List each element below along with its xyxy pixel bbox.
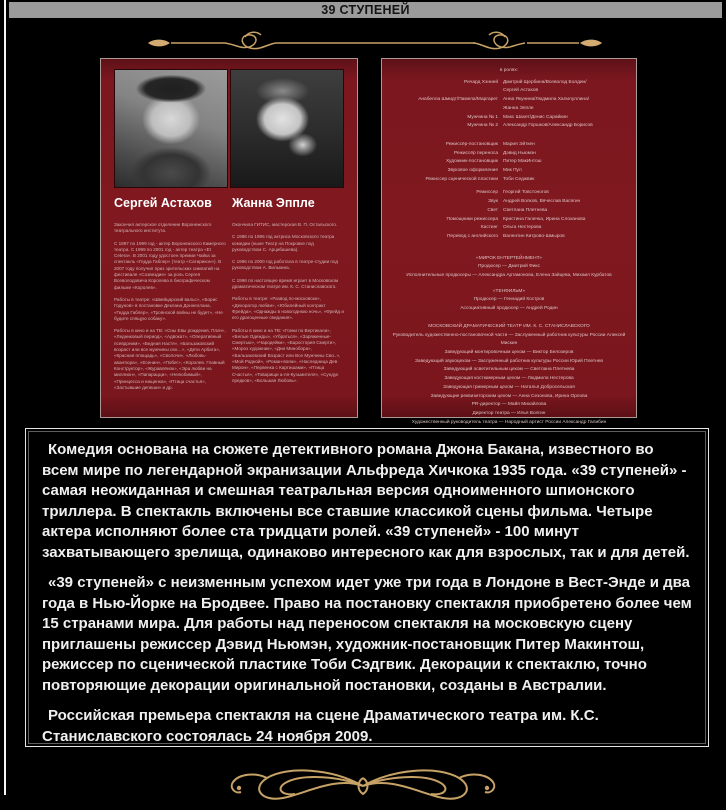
producer-company-block: «ТЕНФИЛЬМ» Продюсер — Геннадий Костров Ассоциативный продюсер — Андрей Родин (390, 288, 628, 314)
actor-name: Жанна Эппле (232, 196, 315, 210)
cast-row (390, 122, 628, 131)
cast-performers: Анна Якунина/Людмила Халилуллина/ Жанна Эппле (503, 97, 590, 111)
bio-paragraph: С 1986 по 1996 год актриса Московского театра комедии (ныне Театр на Покровке под руководством С. Арцибашева). (232, 234, 335, 252)
cast-header: в ролях: (499, 68, 519, 73)
bio-paragraph: Работы в кино и на ТВ: «Гонки по Вертикали», «Белые Одежды», «Убраться», «Заряженные-Смертью», «Чародейки», «Баростория Смерти», «Мороз художник», «Дни Минобора», «Бальзаковский Возраст или Все Мужчины Сво..», «Мой Родной», «Роман-вояж», «Наследница Дев Мирон», «Первенка с Картишами», «Птица Счастья», «Товарищи а-ля-Кузьмителя», «Сундук предков», «Большая Любовь». (232, 327, 341, 383)
flourish-ornament-icon (203, 764, 523, 810)
team-row: Режиссёр-постановщик Мария Эйткен (445, 141, 535, 147)
cast-role: Мужчина № 1 (467, 114, 498, 120)
bio-paragraph: Работы в кино и на ТВ: «Сны Евы рождения, Плач», «Ледниковый период», «Адвокат», «Оперативный псевдоним», «Бедная Настя», «Бальзаковский возраст или все мужчины сво…», «Дети Арбата», «Красная площадь», «Сволочи», «Любовь-авантюра», «Есенин», «Побег», «Королев. Главный Конструктор», «Журавлёнок», «Эра любви на миллион», «Папарацци», «Нелюбимый», «Принцесса и нищенка», «Птица счастья», «Застывшие депеши» и др. (114, 328, 226, 390)
bio-paragraph: Работы в театре: «Развод по-московски», «Декоратор любви», «Юбилейный контракт Фрейда», «Однажды в новогоднюю ночь», «Фрейд и его драгоценные свидания». (232, 296, 344, 321)
cast-performers: Александр Горшков/Александр Борисов (503, 123, 593, 129)
description-inner (28, 431, 706, 744)
team-row: Звуковое оформление Мик Пул (447, 168, 522, 174)
team-row: Художник-постановщик Питер МакИнтош (445, 159, 542, 165)
description-box (25, 428, 709, 747)
producer-company-block: «МИРОК ЕНТЕРТЕЙНМЕНТ» Продюсер — Дмитрий Фикс Исполнительные продюсеры — Александра Артамонова, Елена Зайцева, Михаил Курбатов (390, 255, 628, 281)
cast-row (390, 96, 628, 113)
description-paragraph: Комедия основана на сюжете детективного романа Джона Бакана, известного во всем мире по легендарной экранизации Альфреда Хичкока 1935 года. «39 ступеней» - самая неожиданная и смешная театральная версия одноименного шпионского триллера. В спектакль включены все ставшие классикой сцены фильма. Четыре актера исполняют более ста тридцати ролей. «39 ступеней» - 100 минут захватывающего зрелища, одинаково интересного как для взрослых, так и для детей. (42, 441, 690, 561)
cast-role: Мужчина № 2 (467, 123, 498, 129)
theatre-title: МОСКОВСКИЙ ДРАМАТИЧЕСКИЙ ТЕАТР ИМ. К. С. СТАНИСЛАВСКОГО (428, 323, 590, 329)
left-border-line (4, 0, 6, 795)
team-row: Звук Андрей Волков, Вячеслав Васягин (488, 199, 581, 205)
cast-row (390, 79, 628, 96)
team-row: Режиссер сценической пластики Тоби Седжвик (425, 176, 535, 182)
cast-performers: Дмитрий Щербина/Всеволод Болдин/ Сергей Астахов (503, 79, 587, 94)
cast-role: Анабелла Шмидт/Памела/Маргарет (418, 97, 498, 103)
actor-bio-astakhov (114, 222, 226, 397)
company-title: «МИРОК ЕНТЕРТЕЙНМЕНТ» (476, 255, 542, 261)
bio-paragraph: Работы в театре: «Швейцарский вальс», «Борис Годунов» в постановке Деклана Доннеллана, «Гедда Габлер», «Троянской войны не будет», «Не будите спящую собаку». (114, 296, 223, 321)
bio-paragraph: С 1996 по 2000 год работала в театре-студии под руководством А. Вилькина. (232, 259, 339, 271)
cast-role: Ричард Хэнней (463, 79, 498, 85)
actor-photo-sergey-astakhov (114, 69, 228, 188)
page-title-bar (9, 2, 722, 18)
bio-paragraph: Закончил актерское отделение Воронежского театрального института. (114, 222, 212, 234)
team-row: Кастинг Ольга Нестерова (480, 225, 542, 231)
bio-paragraph: С 1996 по настоящее время играет в Московском драматическом театре им. К. С. Станиславского. (232, 277, 339, 290)
description-paragraph: Российская премьера спектакля на сцене Драматического театра им. К.С. Станиславского состоялась 24 ноября 2009. (42, 707, 599, 744)
team-row: Перевод с английского Валентин Китрово-Шмыров (446, 233, 565, 239)
bio-paragraph: Окончила ГИТИС, мастерская В. П. Остальского. (232, 222, 338, 227)
program-page-actors (100, 58, 358, 418)
company-title: «ТЕНФИЛЬМ» (492, 288, 526, 294)
actor-bio-epple (232, 222, 344, 397)
team-row: Режиссер Георгий Товстоногов (476, 190, 549, 196)
flourish-divider-icon (145, 30, 605, 56)
description-paragraph: «39 ступеней» с неизменным успехом идет уже три года в Лондоне в Вест-Энде и два года в Нью-Йорке на Бродвее. Право на постановку спектакля приобретено более чем 15 странами мира. Для работы над переносом спектакля на московскую сцену приглашены режиссер Дэвид Ньюмэн, художник-постановщик Питер Макинтош, режиссер по сценической пластике Тоби Сэдгвик. Декорации к спектаклю, точно повторяющие декорации оригинальной постановки, созданы в Австралии. (42, 574, 692, 694)
team-row: Свет Светлана Плетнева (487, 207, 548, 213)
theatre-staff-block: МОСКОВСКИЙ ДРАМАТИЧЕСКИЙ ТЕАТР ИМ. К. С. СТАНИСЛАВСКОГО Руководитель художественно-постановочной части — Заслуженный работник культуры России Алексей Мискин Заведующий монтировочным цехом — Виктор Белозеров Заведующий звукоцехом — Заслуженный работник культуры России Юрий Плетнев Заведующий осветительным цехом — Светлана Плетнева Заведующая костюмерным цехом — Людмила Нестерова Заведующая гримерным цехом — Наталья Добросельская Заведующие реквизиторским цехом — Анна Сезонова, Ирина Орлова PR-директор — Майя Михайлова Директор театра — Илья Волгин Художественный руководитель театра — Народный артист России Александр Галибин (390, 323, 628, 427)
bio-paragraph: С 1997 по 1999 год - актер Воронежского Камерного театра. С 1999 по 2001 год - актер театра «Et Cetera». В 2001 году удостоен премии Чайка за спектакль «Гедда Габлер» (театр «Сатирикон»). В 2007 году получил приз зрительских симпатий на фестивале «Созвездие» за роль Сергея Всеволодовича Королева в биографическом фильме «Королев». (114, 240, 226, 290)
program-page-credits (381, 58, 637, 425)
actor-photo-zhanna-epple (230, 69, 344, 188)
cast-row (390, 114, 628, 123)
team-row: Помощники режиссера Кристина Галичка, Ирина Слоханова (446, 216, 586, 222)
page-title: 39 СТУПЕНЕЙ (321, 3, 410, 17)
actor-name: Сергей Астахов (114, 196, 212, 210)
cast-performers: Макс Шахет/Денис Сарайкин (503, 114, 568, 120)
team-row: Режиссёр переноса Дэвид Ньюмэн (454, 150, 536, 156)
